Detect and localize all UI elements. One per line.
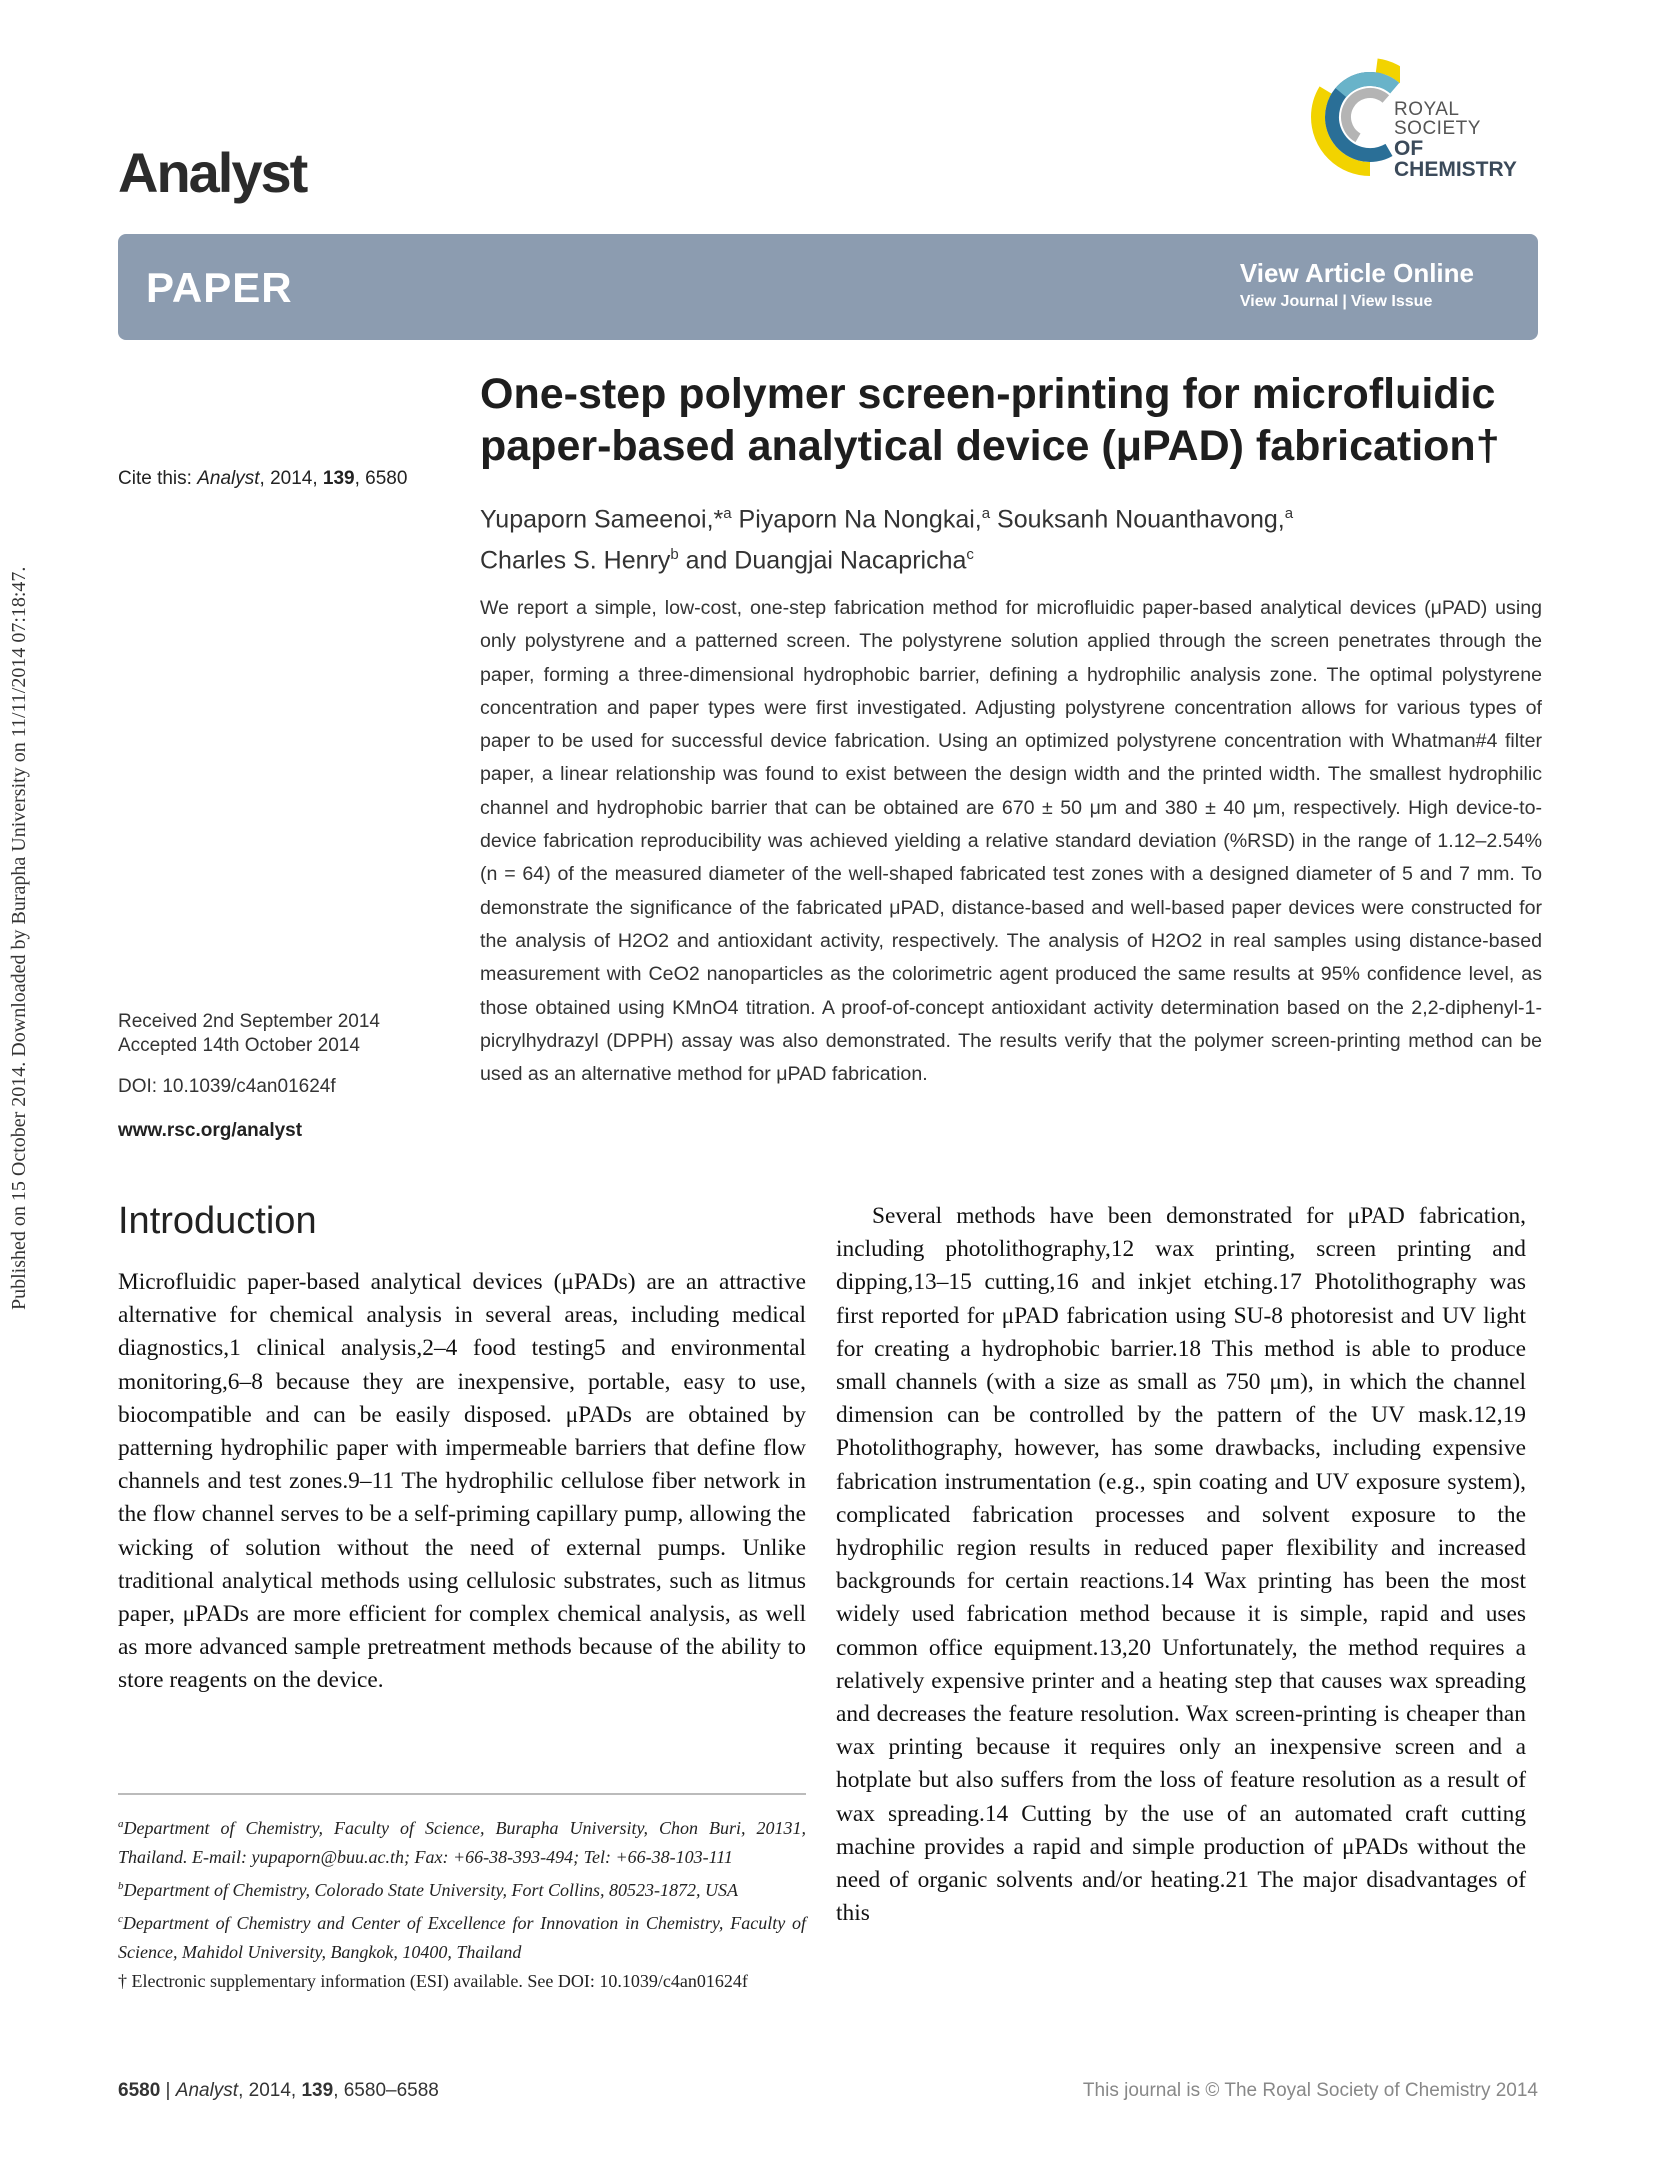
introduction-paragraph: Microfluidic paper-based analytical devices (μPADs) are an attractive alternative for chemical analysis in several areas, including medical diagnostics,1 clinical analysis,2–4 food testing5 and environmental monitoring,6–8 because they are inexpensive, portable, easy to use, biocompatible and can be easily disposed. μPADs are obtained by patterning hydrophilic paper with impermeable barriers that define flow channels and test zones.9–11 The hydrophilic cellulose fiber network in the flow channel serves to be a self-priming capillary pump, allowing the wicking of solution without the need of external pumps. Unlike traditional analytical methods using cellulosic substrates, such as litmus paper, μPADs are more efficient for complex chemical analysis, as well as more advanced sample pretreatment methods because of the ability to store reagents on the device. — [118, 1269, 806, 1694]
footnote-b: $^b$Department of Chemistry, Colorado State University, Fort Collins, 80523-1872, USA — [118, 1880, 738, 1900]
footnote-a: $^a$Department of Chemistry, Faculty of Science, Burapha University, Chon Buri, 20131, Thailand. E-mail: yupaporn@buu.ac.th; Fax: +66-38-393-494; Tel: +66-38-103-111 — [118, 1818, 806, 1867]
footer-page-info: 6580 | Analyst, 2014, 139, 6580–6588 — [118, 2080, 439, 2101]
section-heading-introduction: Introduction — [118, 1200, 317, 1242]
view-journal-link[interactable]: View Journal — [1239, 293, 1339, 310]
footnote-c: $^c$Department of Chemistry and Center of Excellence for Innovation in Chemistry, Faculty of Science, Mahidol University, Bangkok, 10400, Thailand — [118, 1913, 806, 1962]
view-article-online-link[interactable]: View Article Online — [1239, 258, 1474, 288]
article-type-label: PAPER — [146, 264, 293, 311]
doi[interactable]: DOI: 10.1039/c4an01624f — [118, 1076, 336, 1097]
author-list: Yupaporn Sameenoi,*$^a$ Piyaporn Na Nongkai,$^a$ Souksanh Nouanthavong,$^a$ Charles S. Henry$^b$ and Duangjai Nacapricha$^c$ — [480, 505, 1294, 575]
logo-line-2: OF CHEMISTRY — [1394, 137, 1517, 181]
article-type-banner — [118, 234, 1538, 340]
rsc-logo[interactable] — [1308, 42, 1548, 192]
view-issue-link[interactable]: View Issue — [1350, 293, 1433, 310]
footnote-esi: † Electronic supplementary information (ESI) available. See DOI: 10.1039/c4an01624f — [118, 1971, 748, 1991]
affiliations-footnotes — [118, 1810, 806, 1996]
citation: Cite this: Analyst, 2014, 139, 6580 — [118, 468, 408, 489]
link-separator: | — [1342, 293, 1347, 310]
footnote-divider — [118, 1793, 806, 1795]
body-paragraph-right-column: Several methods have been demonstrated for μPAD fabrication, including photolithography,12 wax printing, screen printing and dipping,13–15 cutting,16 and inkjet etching.17 Photolithography was first reported for μPAD fabrication using SU-8 photoresist and UV light for creating a hydrophobic barrier.18 This method is able to produce small channels (with a size as small as 750 μm), in which the channel dimension can be controlled by the pattern of the UV mask.12,19 Photolithography, however, has some drawbacks, including expensive fabrication instrumentation (e.g., spin coating and UV exposure system), complicated fabrication processes and solvent exposure to the hydrophilic region results in reduced paper flexibility and increased backgrounds for certain reactions.14 Wax printing has been the most widely used fabrication method because it is simple, rapid and uses common office equipment.13,20 Unfortunately, the method requires a relatively expensive printer and a heating step that causes wax spreading and decreases the feature resolution. Wax screen-printing is cheaper than wax printing because it requires only an inexpensive screen and a hotplate but also suffers from the loss of feature resolution as a result of wax spreading.14 Cutting by the use of an automated craft cutting machine provides a rapid and simple production of μPADs without the need of organic solvents and/or heating.21 The major disadvantages of this — [836, 1203, 1526, 1927]
journal-title: Analyst — [118, 141, 307, 204]
download-watermark: Published on 15 October 2014. Downloaded by Burapha University on 11/11/2014 07:18:47. — [8, 566, 30, 1310]
logo-line-1: ROYAL SOCIETY — [1394, 99, 1481, 139]
received-accepted-dates — [118, 1010, 380, 1058]
rsc-logo-icon — [1308, 42, 1400, 192]
abstract: We report a simple, low-cost, one-step fabrication method for microfluidic paper-based analytical devices (μPAD) using only polystyrene and a patterned screen. The polystyrene solution applied through the screen penetrates through the paper, forming a three-dimensional hydrophobic barrier, defining a hydrophilic analysis zone. The optimal polystyrene concentration and paper types were first investigated. Adjusting polystyrene concentration allows for various types of paper to be used for successful device fabrication. Using an optimized polystyrene concentration with Whatman#4 filter paper, a linear relationship was found to exist between the design width and the printed width. The smallest hydrophilic channel and hydrophobic barrier that can be obtained are 670 ± 50 μm and 380 ± 40 μm, respectively. High device-to-device fabrication reproducibility was achieved yielding a relative standard deviation (%RSD) in the range of 1.12–2.54% (n = 64) of the measured diameter of the well-shaped fabricated test zones with a designed diameter of 5 and 7 mm. To demonstrate the significance of the fabricated μPAD, distance-based and well-based paper devices were constructed for the analysis of H2O2 and antioxidant activity, respectively. The analysis of H2O2 in real samples using distance-based measurement with CeO2 nanoparticles as the colorimetric agent produced the same results at 95% confidence level, as those obtained using KMnO4 titration. A proof-of-concept antioxidant activity determination based on the 2,2-diphenyl-1-picrylhydrazyl (DPPH) assay was also demonstrated. The results verify that the polymer screen-printing method can be used as an alternative method for μPAD fabrication. — [480, 597, 1542, 1086]
journal-url[interactable]: www.rsc.org/analyst — [118, 1120, 303, 1141]
article-title: One-step polymer screen-printing for microfluidic paper-based analytical device (μPAD) fabrication† — [480, 370, 1500, 470]
accepted-date: Accepted 14th October 2014 — [118, 1035, 360, 1056]
received-date: Received 2nd September 2014 — [118, 1011, 380, 1032]
footer-copyright: This journal is © The Royal Society of Chemistry 2014 — [1082, 2080, 1538, 2101]
